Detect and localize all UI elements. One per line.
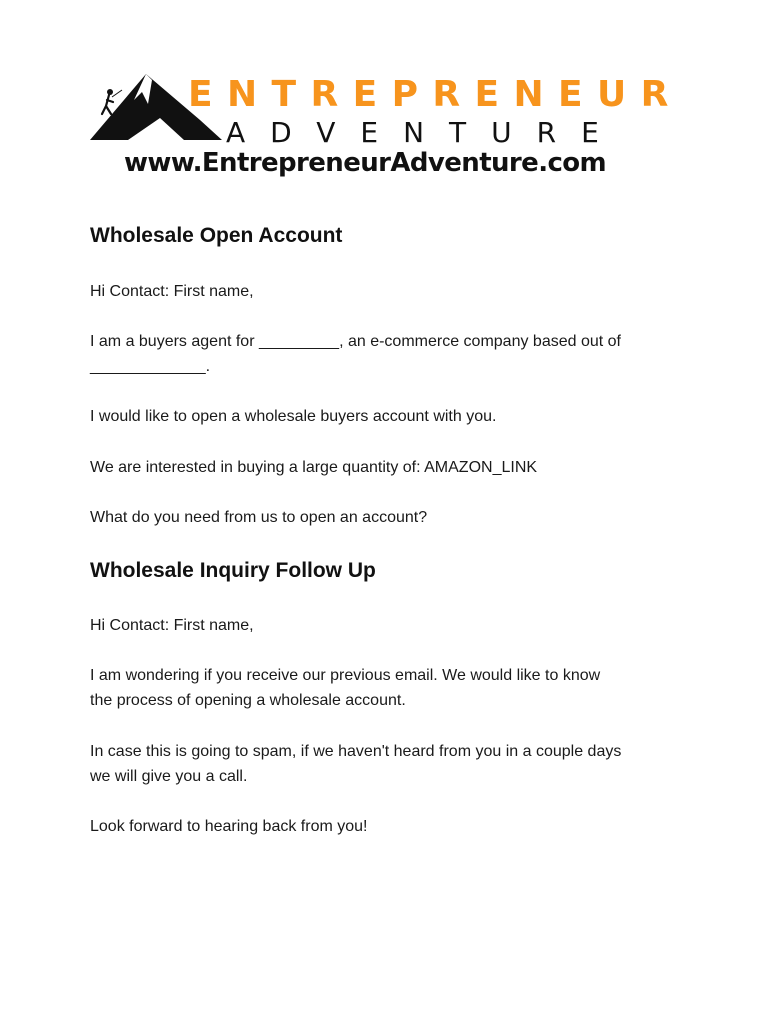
section2-greeting: Hi Contact: First name, — [90, 617, 254, 634]
section2-para3: Look forward to hearing back from you! — [90, 818, 368, 835]
logo-subtitle-line: ADVENTURE — [226, 116, 624, 149]
section2-para2-line1: In case this is going to spam, if we haven't heard from you in a couple days — [90, 743, 622, 760]
logo-title-line: ENTREPRENEUR — [188, 74, 683, 115]
section1-para1-line1: I am a buyers agent for _________, an e-commerce company based out of — [90, 333, 621, 350]
section1-greeting: Hi Contact: First name, — [90, 283, 254, 300]
section1-para4: What do you need from us to open an account? — [90, 509, 428, 526]
section2-heading: Wholesale Inquiry Follow Up — [90, 559, 376, 582]
section2-para2-line2: we will give you a call. — [90, 768, 248, 785]
section2-para1-line1: I am wondering if you receive our previous email. We would like to know — [90, 667, 601, 684]
logo-url: www.EntrepreneurAdventure.com — [124, 148, 607, 178]
section1-para3: We are interested in buying a large quantity of: AMAZON_LINK — [90, 459, 538, 476]
section1-heading: Wholesale Open Account — [90, 224, 343, 247]
section1-para1-line2: _____________. — [90, 358, 211, 375]
logo — [88, 70, 683, 185]
section1-para2: I would like to open a wholesale buyers account with you. — [90, 408, 497, 425]
section2-para1-line2: the process of opening a wholesale account. — [90, 692, 406, 709]
